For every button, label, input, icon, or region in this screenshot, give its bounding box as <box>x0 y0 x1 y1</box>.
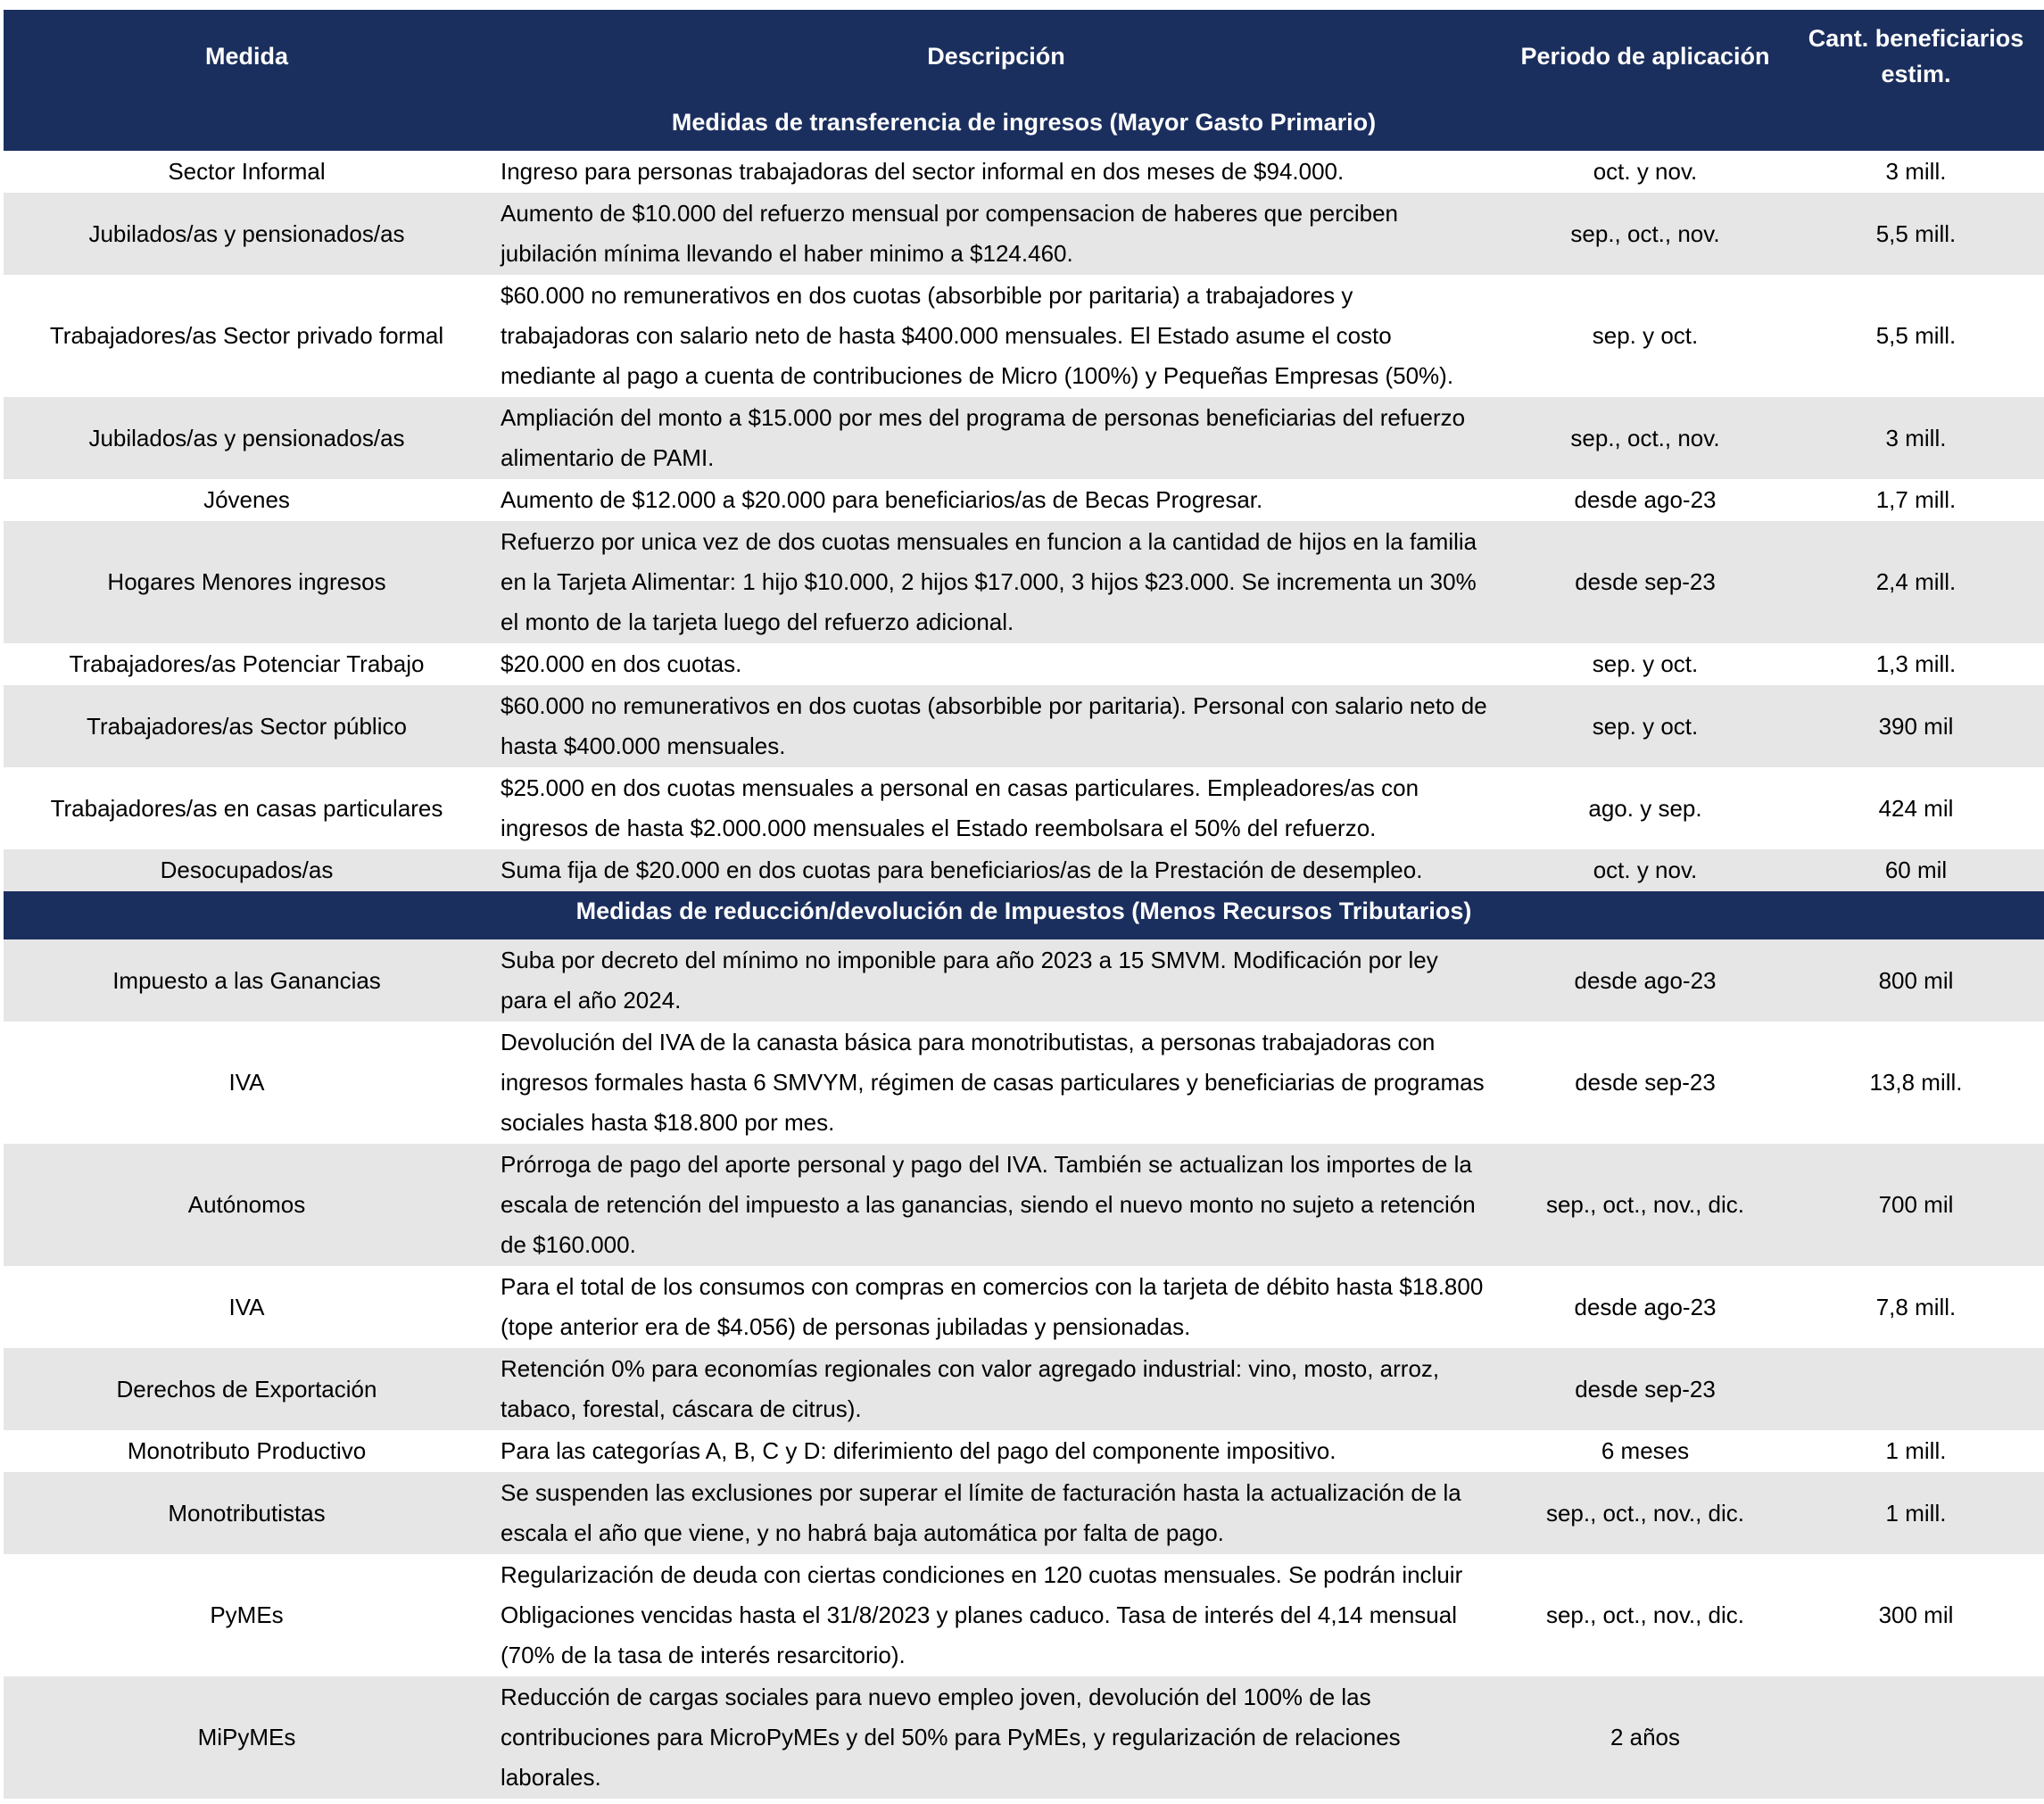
medida-cell: Trabajadores/as en casas particulares <box>4 767 490 849</box>
medida-cell: IVA <box>4 1022 490 1144</box>
periodo-cell: oct. y nov. <box>1502 849 1788 891</box>
periodo-cell: sep., oct., nov., dic. <box>1502 1472 1788 1554</box>
section-header-row <box>4 103 2044 151</box>
table-row <box>4 151 2044 193</box>
descripcion-cell: Ampliación del monto a $15.000 por mes del programa de personas beneficiarias del refuerzo alimentario de PAMI. <box>490 397 1502 479</box>
column-header-beneficiarios: Cant. beneficiarios estim. <box>1788 10 2044 103</box>
descripcion-cell: Prórroga de pago del aporte personal y pago del IVA. También se actualizan los importes de la escala de retención del impuesto a las ganancias, siendo el nuevo monto no sujeto a retención de $160.000. <box>490 1144 1502 1266</box>
column-header-row <box>4 10 2044 103</box>
table-row <box>4 193 2044 275</box>
beneficiarios-cell: 5,5 mill. <box>1788 193 2044 275</box>
periodo-cell: sep. y oct. <box>1502 275 1788 397</box>
periodo-cell: desde ago-23 <box>1502 479 1788 521</box>
table-row <box>4 1348 2044 1430</box>
periodo-cell: 2 años <box>1502 1676 1788 1799</box>
medida-cell: MiPyMEs <box>4 1676 490 1799</box>
beneficiarios-cell: 3 mill. <box>1788 151 2044 193</box>
beneficiarios-cell: 424 mil <box>1788 767 2044 849</box>
medida-cell: Impuesto a las Ganancias <box>4 939 490 1022</box>
medida-cell: Jóvenes <box>4 479 490 521</box>
table-row <box>4 1472 2044 1554</box>
periodo-cell: oct. y nov. <box>1502 151 1788 193</box>
table-row <box>4 479 2044 521</box>
beneficiarios-cell: 60 mil <box>1788 849 2044 891</box>
medida-cell: Desocupados/as <box>4 849 490 891</box>
medida-cell: Monotributistas <box>4 1472 490 1554</box>
table-row <box>4 685 2044 767</box>
section-header-row <box>4 891 2044 939</box>
periodo-cell: desde sep-23 <box>1502 521 1788 643</box>
medida-cell: PyMEs <box>4 1554 490 1676</box>
table-row <box>4 939 2044 1022</box>
periodo-cell: sep., oct., nov., dic. <box>1502 1144 1788 1266</box>
medida-cell: Hogares Menores ingresos <box>4 521 490 643</box>
measures-table <box>4 10 2044 1799</box>
beneficiarios-cell: 13,8 mill. <box>1788 1022 2044 1144</box>
periodo-cell: desde ago-23 <box>1502 1266 1788 1348</box>
periodo-cell: sep. y oct. <box>1502 685 1788 767</box>
table-body <box>4 103 2044 1799</box>
medida-cell: Derechos de Exportación <box>4 1348 490 1430</box>
medida-cell: Jubilados/as y pensionados/as <box>4 193 490 275</box>
medida-cell: IVA <box>4 1266 490 1348</box>
descripcion-cell: Reducción de cargas sociales para nuevo empleo joven, devolución del 100% de las contribuciones para MicroPyMEs y del 50% para PyMEs, y regularización de relaciones laborales. <box>490 1676 1502 1799</box>
medida-cell: Trabajadores/as Sector público <box>4 685 490 767</box>
medida-cell: Trabajadores/as Sector privado formal <box>4 275 490 397</box>
column-header-periodo: Periodo de aplicación <box>1502 10 1788 103</box>
descripcion-cell: Para las categorías A, B, C y D: diferimiento del pago del componente impositivo. <box>490 1430 1502 1472</box>
section-title: Medidas de reducción/devolución de Impuestos (Menos Recursos Tributarios) <box>4 891 2044 939</box>
column-header-descripcion: Descripción <box>490 10 1502 103</box>
descripcion-cell: $25.000 en dos cuotas mensuales a personal en casas particulares. Empleadores/as con ingresos de hasta $2.000.000 mensuales el Estado reembolsara el 50% del refuerzo. <box>490 767 1502 849</box>
table-row <box>4 1266 2044 1348</box>
table-row <box>4 397 2044 479</box>
descripcion-cell: Devolución del IVA de la canasta básica para monotributistas, a personas trabajadoras con ingresos formales hasta 6 SMVYM, régimen de casas particulares y beneficiarias de programas sociales hasta $18.800 por mes. <box>490 1022 1502 1144</box>
beneficiarios-cell: 390 mil <box>1788 685 2044 767</box>
beneficiarios-cell: 3 mill. <box>1788 397 2044 479</box>
beneficiarios-cell: 1 mill. <box>1788 1430 2044 1472</box>
descripcion-cell: Suba por decreto del mínimo no imponible para año 2023 a 15 SMVM. Modificación por ley para el año 2024. <box>490 939 1502 1022</box>
medida-cell: Sector Informal <box>4 151 490 193</box>
periodo-cell: sep. y oct. <box>1502 643 1788 685</box>
table-row <box>4 1144 2044 1266</box>
periodo-cell: ago. y sep. <box>1502 767 1788 849</box>
table-row <box>4 1430 2044 1472</box>
table-row <box>4 849 2044 891</box>
beneficiarios-cell <box>1788 1348 2044 1430</box>
descripcion-cell: Aumento de $12.000 a $20.000 para beneficiarios/as de Becas Progresar. <box>490 479 1502 521</box>
column-header-medida: Medida <box>4 10 490 103</box>
beneficiarios-cell: 1,3 mill. <box>1788 643 2044 685</box>
descripcion-cell: Para el total de los consumos con compras en comercios con la tarjeta de débito hasta $18.800 (tope anterior era de $4.056) de personas jubiladas y pensionadas. <box>490 1266 1502 1348</box>
beneficiarios-cell: 7,8 mill. <box>1788 1266 2044 1348</box>
beneficiarios-cell: 1,7 mill. <box>1788 479 2044 521</box>
descripcion-cell: Refuerzo por unica vez de dos cuotas mensuales en funcion a la cantidad de hijos en la familia en la Tarjeta Alimentar: 1 hijo $10.000, 2 hijos $17.000, 3 hijos $23.000. Se incrementa un 30% el monto de la tarjeta luego del refuerzo adicional. <box>490 521 1502 643</box>
descripcion-cell: Retención 0% para economías regionales con valor agregado industrial: vino, mosto, arroz, tabaco, forestal, cáscara de citrus). <box>490 1348 1502 1430</box>
beneficiarios-cell: 300 mil <box>1788 1554 2044 1676</box>
descripcion-cell: Aumento de $10.000 del refuerzo mensual por compensacion de haberes que perciben jubilación mínima llevando el haber minimo a $124.460. <box>490 193 1502 275</box>
periodo-cell: sep., oct., nov., dic. <box>1502 1554 1788 1676</box>
descripcion-cell: Regularización de deuda con ciertas condiciones en 120 cuotas mensuales. Se podrán incluir Obligaciones vencidas hasta el 31/8/2023 y planes caduco. Tasa de interés del 4,14 mensual (70% de la tasa de interés resarcitorio). <box>490 1554 1502 1676</box>
table-row <box>4 1676 2044 1799</box>
table-header <box>4 10 2044 103</box>
beneficiarios-cell: 1 mill. <box>1788 1472 2044 1554</box>
descripcion-cell: $20.000 en dos cuotas. <box>490 643 1502 685</box>
section-title: Medidas de transferencia de ingresos (Mayor Gasto Primario) <box>4 103 2044 151</box>
beneficiarios-cell <box>1788 1676 2044 1799</box>
descripcion-cell: Suma fija de $20.000 en dos cuotas para beneficiarios/as de la Prestación de desempleo. <box>490 849 1502 891</box>
periodo-cell: sep., oct., nov. <box>1502 397 1788 479</box>
descripcion-cell: Ingreso para personas trabajadoras del sector informal en dos meses de $94.000. <box>490 151 1502 193</box>
descripcion-cell: $60.000 no remunerativos en dos cuotas (absorbible por paritaria). Personal con salario neto de hasta $400.000 mensuales. <box>490 685 1502 767</box>
table-row <box>4 275 2044 397</box>
table-row <box>4 1022 2044 1144</box>
descripcion-cell: Se suspenden las exclusiones por superar el límite de facturación hasta la actualización de la escala el año que viene, y no habrá baja automática por falta de pago. <box>490 1472 1502 1554</box>
table-row <box>4 643 2044 685</box>
periodo-cell: sep., oct., nov. <box>1502 193 1788 275</box>
beneficiarios-cell: 5,5 mill. <box>1788 275 2044 397</box>
medida-cell: Monotributo Productivo <box>4 1430 490 1472</box>
beneficiarios-cell: 800 mil <box>1788 939 2044 1022</box>
beneficiarios-cell: 700 mil <box>1788 1144 2044 1266</box>
periodo-cell: desde sep-23 <box>1502 1022 1788 1144</box>
medida-cell: Autónomos <box>4 1144 490 1266</box>
table-row <box>4 767 2044 849</box>
beneficiarios-cell: 2,4 mill. <box>1788 521 2044 643</box>
periodo-cell: 6 meses <box>1502 1430 1788 1472</box>
table-row <box>4 1554 2044 1676</box>
medida-cell: Trabajadores/as Potenciar Trabajo <box>4 643 490 685</box>
table-row <box>4 521 2044 643</box>
medida-cell: Jubilados/as y pensionados/as <box>4 397 490 479</box>
periodo-cell: desde ago-23 <box>1502 939 1788 1022</box>
descripcion-cell: $60.000 no remunerativos en dos cuotas (absorbible por paritaria) a trabajadores y trabajadoras con salario neto de hasta $400.000 mensuales. El Estado asume el costo mediante al pago a cuenta de contribuciones de Micro (100%) y Pequeñas Empresas (50%). <box>490 275 1502 397</box>
periodo-cell: desde sep-23 <box>1502 1348 1788 1430</box>
